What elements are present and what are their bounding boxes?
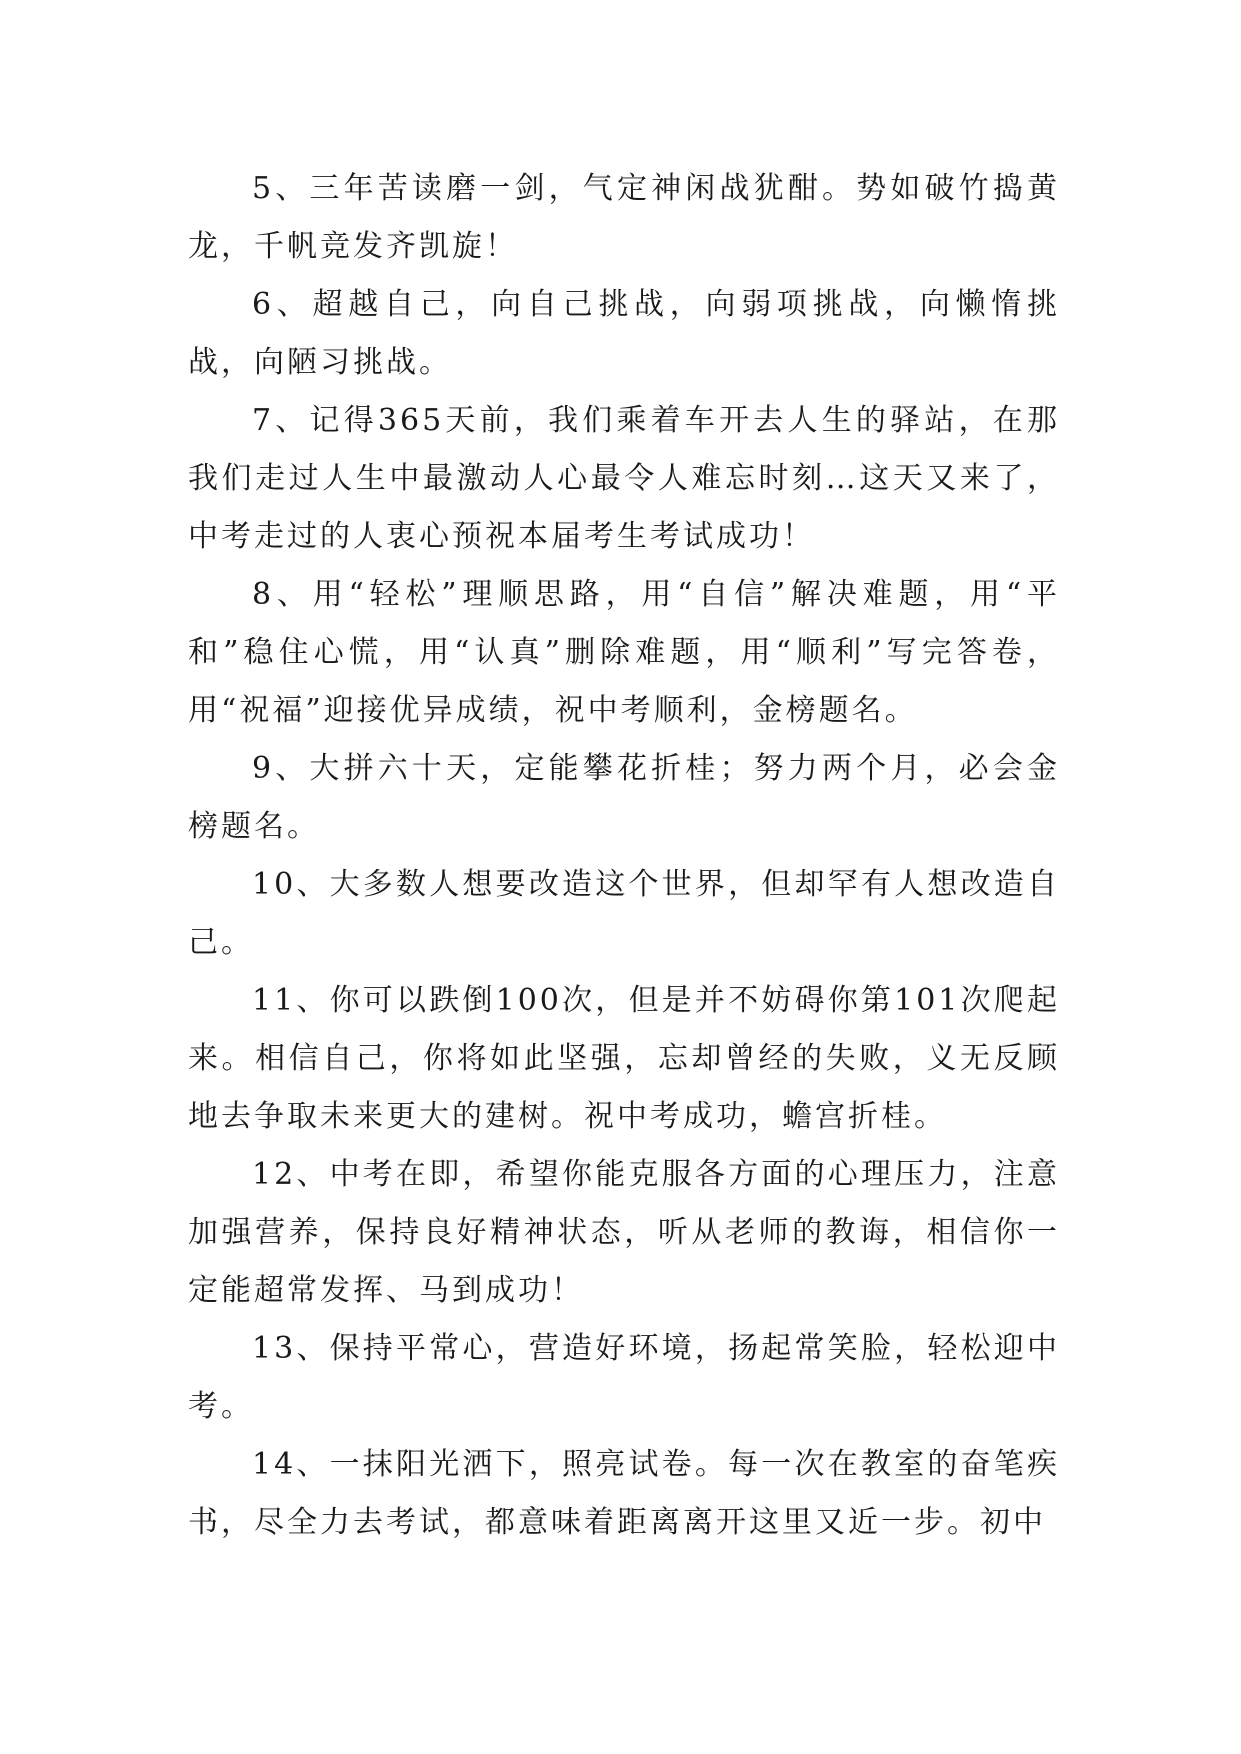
paragraph-11: 11、你可以跌倒100次，但是并不妨碍你第101次爬起来。相信自己，你将如此坚强，忘却曾经的失败，义无反顾地去争取未来更大的建树。祝中考成功，蟾宫折桂。 [188,983,1060,1134]
document-body [188,160,1060,1552]
paragraph-10: 10、大多数人想要改造这个世界，但却罕有人想改造自己。 [188,867,1060,960]
paragraph-5: 5、三年苦读磨一剑，气定神闲战犹酣。势如破竹捣黄龙，千帆竞发齐凯旋！ [188,171,1060,264]
paragraph-7: 7、记得365天前，我们乘着车开去人生的驿站，在那我们走过人生中最激动人心最令人难忘时刻…这天又来了，中考走过的人衷心预祝本届考生考试成功！ [188,403,1060,554]
paragraph-12: 12、中考在即，希望你能克服各方面的心理压力，注意加强营养，保持良好精神状态，听从老师的教诲，相信你一定能超常发挥、马到成功！ [188,1157,1060,1308]
paragraph-14: 14、一抹阳光洒下，照亮试卷。每一次在教室的奋笔疾书，尽全力去考试，都意味着距离离开这里又近一步。初中 [188,1447,1060,1540]
paragraph-8: 8、用“轻松”理顺思路，用“自信”解决难题，用“平和”稳住心慌，用“认真”删除难题，用“顺利”写完答卷，用“祝福”迎接优异成绩，祝中考顺利，金榜题名。 [188,577,1060,728]
paragraph-9: 9、大拼六十天，定能攀花折桂；努力两个月，必会金榜题名。 [188,751,1060,844]
paragraph-6: 6、超越自己，向自己挑战，向弱项挑战，向懒惰挑战，向陋习挑战。 [188,287,1060,380]
paragraph-13: 13、保持平常心，营造好环境，扬起常笑脸，轻松迎中考。 [188,1331,1060,1424]
